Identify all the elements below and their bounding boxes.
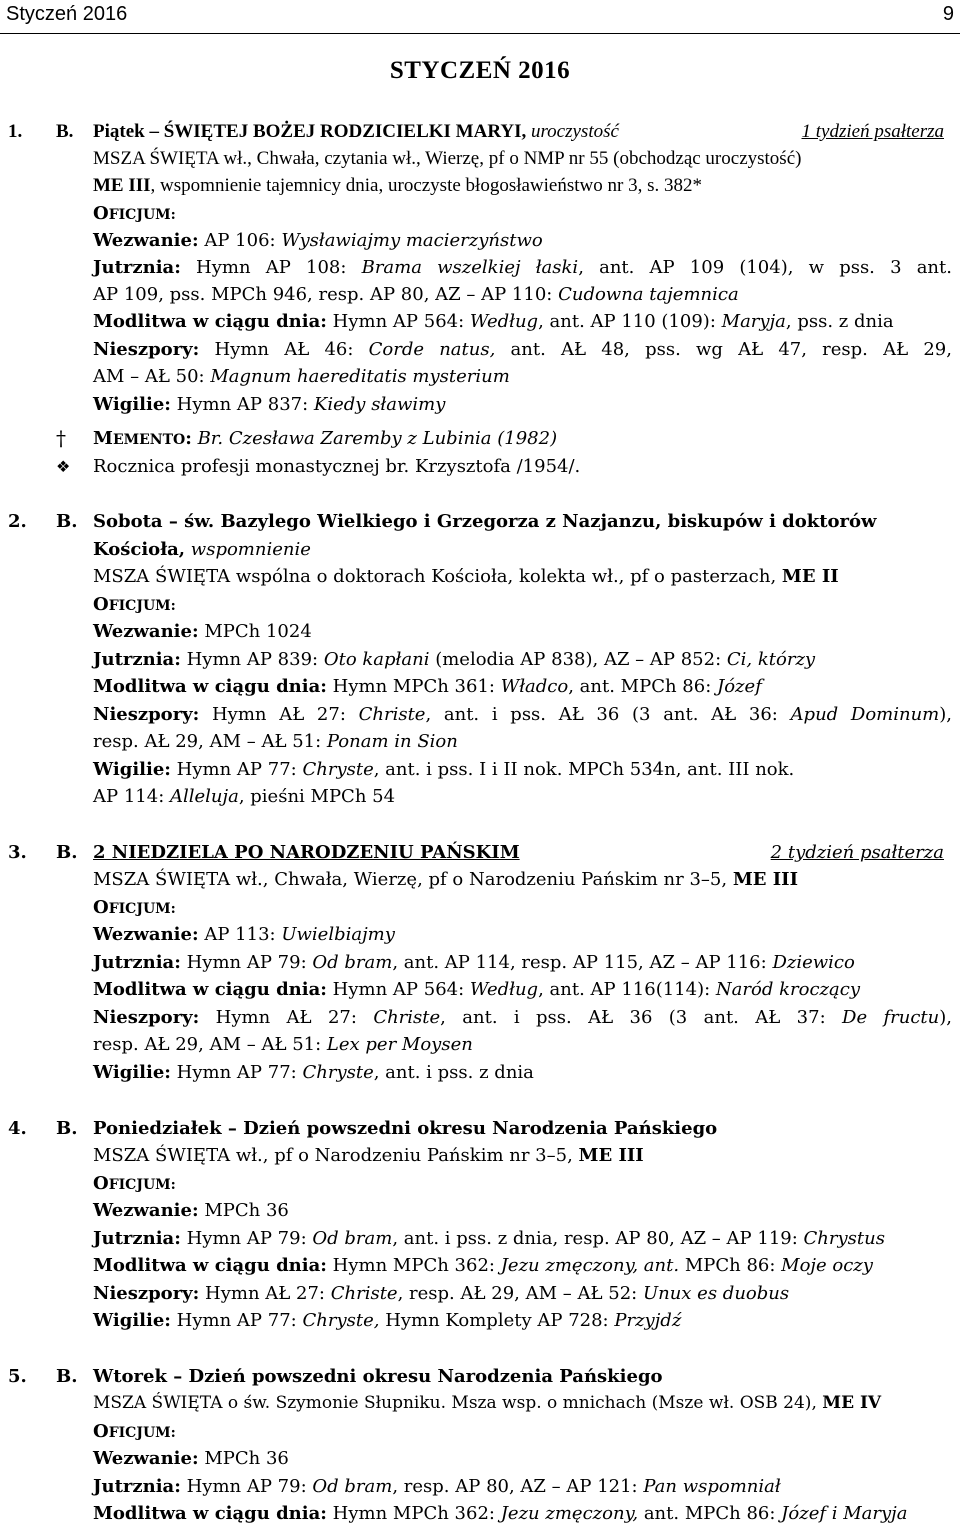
day-number: 1. (8, 121, 23, 142)
day-letter: B. (56, 1118, 78, 1139)
nieszpory-line: Nieszpory: Hymn AŁ 27: Christe, ant. i pss. AŁ 36 (3 ant. AŁ 36: Apud Dominum), (93, 704, 952, 725)
day-number: 5. (8, 1366, 27, 1387)
mass-line: MSZA ŚWIĘTA wł., Chwała, czytania wł., Wierzę, pf o NMP nr 55 (obchodząc uroczystość) (93, 148, 802, 169)
memento-line: MEMENTO: Br. Czesława Zaremby z Lubinia (1982) (93, 428, 558, 449)
page-header (0, 0, 960, 34)
modlitwa-line: Modlitwa w ciągu dnia: Hymn MPCh 362: Jezu zmęczony, ant. MPCh 86: Moje oczy (93, 1255, 873, 1276)
nieszpory-line-2: resp. AŁ 29, AM – AŁ 51: Lex per Moysen (93, 1034, 473, 1055)
day-number: 3. (8, 842, 27, 863)
header-month: Styczeń 2016 (6, 3, 128, 25)
wezwanie-line: Wezwanie: MPCh 1024 (93, 621, 312, 642)
wigilie-line: Wigilie: Hymn AP 837: Kiedy sławimy (93, 394, 446, 415)
mass-line: MSZA ŚWIĘTA wł., pf o Narodzeniu Pańskim nr 3–5, ME III (93, 1145, 644, 1166)
modlitwa-line: Modlitwa w ciągu dnia: Hymn AP 564: Według, ant. AP 116(114): Naród kroczący (93, 979, 860, 1000)
day-heading: 2 NIEDZIELA PO NARODZENIU PAŃSKIM 2 tydzień psałterza (93, 839, 952, 866)
wigilie-line: Wigilie: Hymn AP 77: Chryste, Hymn Komplety AP 728: Przyjdź (93, 1310, 682, 1331)
jutrznia-line-2: AP 109, pss. MPCh 946, resp. AP 80, AZ – AP 110: Cudowna tajemnica (93, 284, 739, 305)
page-number: 9 (942, 3, 954, 25)
diamond-bullet-icon: ❖ (56, 457, 71, 476)
psalter-week: 1 tydzień psałterza (801, 121, 944, 142)
day-letter: B. (56, 842, 78, 863)
jutrznia-line: Jutrznia: Hymn AP 79: Od bram, ant. i pss. z dnia, resp. AP 80, AZ – AP 119: Chrystus (93, 1228, 885, 1249)
modlitwa-line: Modlitwa w ciągu dnia: Hymn MPCh 362: Jezu zmęczony, ant. MPCh 86: Józef i Maryja (93, 1503, 908, 1524)
oficjum-label: OFICJUM: (93, 203, 176, 224)
mass-line: MSZA ŚWIĘTA wspólna o doktorach Kościoła, kolekta wł., pf o pasterzach, ME II (93, 566, 839, 587)
day-heading-2: Kościoła, wspomnienie (93, 539, 311, 560)
oficjum-label: OFICJUM: (93, 1421, 176, 1442)
wezwanie-line: Wezwanie: MPCh 36 (93, 1200, 289, 1221)
wezwanie-line: Wezwanie: MPCh 36 (93, 1448, 289, 1469)
cross-icon: † (56, 426, 66, 450)
jutrznia-line: Jutrznia: Hymn AP 79: Od bram, ant. AP 114, resp. AP 115, AZ – AP 116: Dziewico (93, 952, 855, 973)
jutrznia-line: Jutrznia: Hymn AP 839: Oto kapłani (melodia AP 838), AZ – AP 852: Ci, którzy (93, 649, 816, 670)
wezwanie-line: Wezwanie: AP 106: Wysławiajmy macierzyństwo (93, 230, 543, 251)
day-letter: B. (56, 121, 74, 142)
day-heading: Sobota – św. Bazylego Wielkiego i Grzegorza z Nazjanzu, biskupów i doktorów (93, 511, 877, 532)
page-title: STYCZEŃ 2016 (389, 57, 571, 84)
wigilie-line-2: AP 114: Alleluja, pieśni MPCh 54 (93, 786, 396, 807)
nieszpory-line: Nieszpory: Hymn AŁ 27: Christe, resp. AŁ 29, AM – AŁ 52: Unux es duobus (93, 1283, 790, 1304)
day-letter: B. (56, 1366, 78, 1387)
modlitwa-line: Modlitwa w ciągu dnia: Hymn MPCh 361: Władco, ant. MPCh 86: Józef (93, 676, 762, 697)
mass-line: MSZA ŚWIĘTA wł., Chwała, Wierzę, pf o Narodzeniu Pańskim nr 3–5, ME III (93, 869, 798, 890)
modlitwa-line: Modlitwa w ciągu dnia: Hymn AP 564: Według, ant. AP 110 (109): Maryja, pss. z dnia (93, 311, 894, 332)
day-number: 4. (8, 1118, 27, 1139)
mass-line: MSZA ŚWIĘTA o św. Szymonie Słupniku. Msza wsp. o mnichach (Msze wł. OSB 24), ME IV (93, 1393, 882, 1413)
nieszpory-line: Nieszpory: Hymn AŁ 27: Christe, ant. i pss. AŁ 36 (3 ant. AŁ 37: De fructu), (93, 1007, 952, 1028)
day-letter: B. (56, 511, 78, 532)
day-heading: Wtorek – Dzień powszedni okresu Narodzenia Pańskiego (93, 1366, 663, 1387)
nieszpory-line: Nieszpory: Hymn AŁ 46: Corde natus, ant. AŁ 48, pss. wg AŁ 47, resp. AŁ 29, (93, 339, 952, 360)
anniversary-line: Rocznica profesji monastycznej br. Krzysztofa /1954/. (93, 456, 581, 477)
oficjum-label: OFICJUM: (93, 897, 176, 918)
wigilie-line: Wigilie: Hymn AP 77: Chryste, ant. i pss. I i II nok. MPCh 534n, ant. III nok. (93, 759, 795, 780)
wigilie-line: Wigilie: Hymn AP 77: Chryste, ant. i pss. z dnia (93, 1062, 534, 1083)
psalter-week: 2 tydzień psałterza (770, 842, 944, 863)
day-heading: Poniedziałek – Dzień powszedni okresu Narodzenia Pańskiego (93, 1118, 718, 1139)
oficjum-label: OFICJUM: (93, 1173, 176, 1194)
nieszpory-line-2: AM – AŁ 50: Magnum haereditatis mysterium (93, 366, 510, 387)
wezwanie-line: Wezwanie: AP 113: Uwielbiajmy (93, 924, 395, 945)
day-number: 2. (8, 511, 27, 532)
jutrznia-line: Jutrznia: Hymn AP 108: Brama wszelkiej łaski, ant. AP 109 (104), w pss. 3 ant. (93, 257, 952, 278)
jutrznia-line: Jutrznia: Hymn AP 79: Od bram, resp. AP 80, AZ – AP 121: Pan wspomniał (93, 1476, 781, 1497)
day-heading: Piątek – ŚWIĘTEJ BOŻEJ RODZICIELKI MARYI, uroczystość 1 tydzień psałterza (93, 118, 952, 145)
mass-line-2: ME III, wspomnienie tajemnicy dnia, uroczyste błogosławieństwo nr 3, s. 382* (93, 175, 702, 196)
oficjum-label: OFICJUM: (93, 594, 176, 615)
nieszpory-line-2: resp. AŁ 29, AM – AŁ 51: Ponam in Sion (93, 731, 458, 752)
